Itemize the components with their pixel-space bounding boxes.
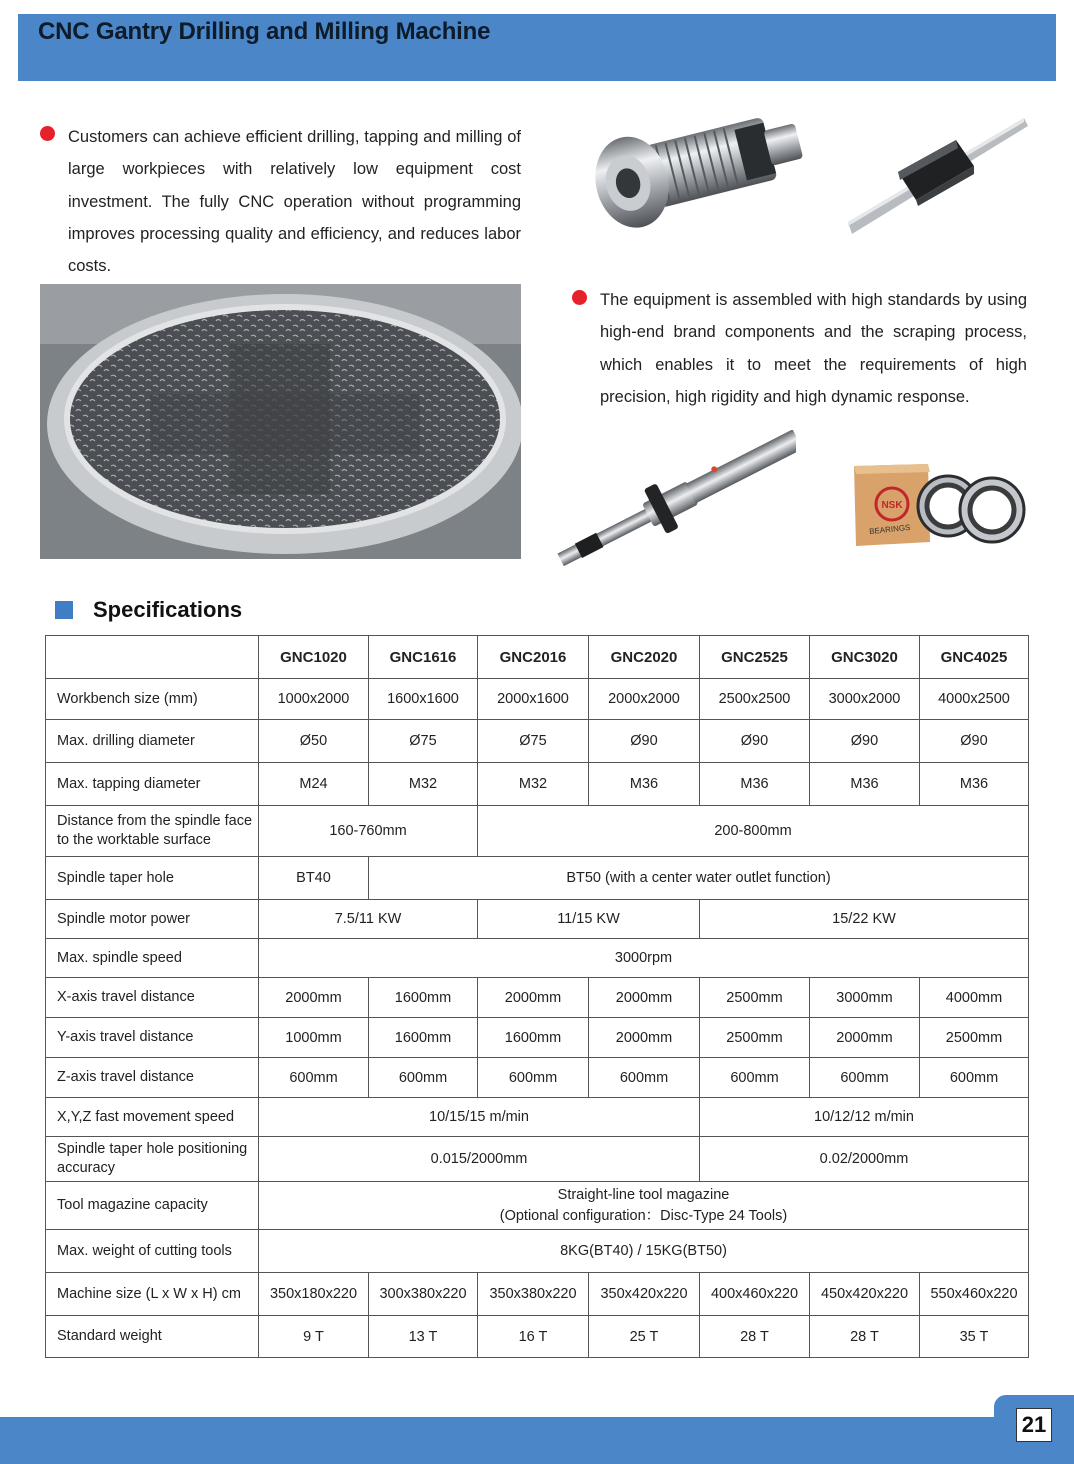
table-cell: 28 T	[700, 1316, 810, 1358]
table-cell: 600mm	[369, 1058, 478, 1098]
table-row	[46, 1182, 1029, 1230]
model-header: GNC1020	[259, 636, 369, 679]
table-cell: 28 T	[810, 1316, 920, 1358]
page-number: 21	[1016, 1408, 1052, 1442]
table-cell: Ø90	[589, 720, 700, 763]
table-cell: 600mm	[810, 1058, 920, 1098]
table-cell-line: Straight-line tool magazine	[557, 1186, 730, 1203]
table-cell: 4000x2500	[920, 679, 1029, 720]
nsk-logo: NSK	[881, 500, 903, 511]
table-cell: 350x380x220	[478, 1273, 589, 1316]
row-label-line: to the worktable surface	[57, 832, 211, 848]
table-cell: 3000mm	[810, 978, 920, 1018]
table-cell: 1000mm	[259, 1018, 369, 1058]
model-header: GNC4025	[920, 636, 1029, 679]
table-cell: 10/15/15 m/min	[259, 1098, 700, 1137]
table-cell: 0.02/2000mm	[700, 1137, 1029, 1182]
page-title: CNC Gantry Drilling and Milling Machine	[38, 18, 491, 45]
table-cell: 550x460x220	[920, 1273, 1029, 1316]
table-row	[46, 763, 1029, 806]
row-label: X-axis travel distance	[46, 978, 259, 1018]
table-cell: 2000mm	[478, 978, 589, 1018]
table-cell: 1000x2000	[259, 679, 369, 720]
table-cell: 3000rpm	[259, 939, 1029, 978]
row-label: Workbench size (mm)	[46, 679, 259, 720]
table-cell: 2000mm	[589, 978, 700, 1018]
table-cell: 2000mm	[259, 978, 369, 1018]
table-row	[46, 1316, 1029, 1358]
table-cell-line: (Optional configuration：Disc-Type 24 Tools)	[499, 1207, 788, 1224]
table-cell: 600mm	[920, 1058, 1029, 1098]
model-header: GNC2016	[478, 636, 589, 679]
row-label-line: accuracy	[57, 1160, 116, 1176]
table-row	[46, 806, 1029, 857]
table-cell: Ø75	[478, 720, 589, 763]
row-label: Max. tapping diameter	[46, 763, 259, 806]
table-cell: Ø90	[700, 720, 810, 763]
specifications-table	[45, 635, 1029, 1358]
intro-paragraph-1: Customers can achieve efficient drilling, tapping and milling of large workpieces with relatively low equipment cost investment. The fully CNC operation without programming improves processing quality and efficiency, and reduces labor costs.	[68, 128, 521, 276]
row-label: Y-axis travel distance	[46, 1018, 259, 1058]
table-row	[46, 900, 1029, 939]
table-row	[46, 1018, 1029, 1058]
table-cell: 9 T	[259, 1316, 369, 1358]
table-row	[46, 1230, 1029, 1273]
table-row	[46, 720, 1029, 763]
table-cell: M32	[478, 763, 589, 806]
table-cell: 2500mm	[700, 1018, 810, 1058]
table-cell: 600mm	[700, 1058, 810, 1098]
table-cell: 13 T	[369, 1316, 478, 1358]
table-row	[46, 679, 1029, 720]
specifications-heading: Specifications	[93, 597, 243, 622]
table-cell: 11/15 KW	[478, 900, 700, 939]
table-cell: Ø75	[369, 720, 478, 763]
row-label: X,Y,Z fast movement speed	[46, 1098, 259, 1137]
table-cell: 3000x2000	[810, 679, 920, 720]
bullet-icon	[40, 126, 55, 141]
bearings-image	[850, 460, 1026, 552]
table-cell: 350x420x220	[589, 1273, 700, 1316]
row-label	[46, 1137, 259, 1182]
table-cell: M36	[589, 763, 700, 806]
header-empty-cell	[46, 636, 259, 679]
table-cell: Ø90	[810, 720, 920, 763]
model-header: GNC2525	[700, 636, 810, 679]
section-marker-icon	[55, 601, 73, 619]
table-cell: 2500x2500	[700, 679, 810, 720]
table-cell: M36	[810, 763, 920, 806]
table-cell: BT50 (with a center water outlet function)	[369, 857, 1029, 900]
table-row	[46, 1137, 1029, 1182]
table-cell: 1600mm	[478, 1018, 589, 1058]
table-cell: 200-800mm	[478, 806, 1029, 857]
row-label: Max. spindle speed	[46, 939, 259, 978]
bearings-label: BEARINGS	[868, 522, 911, 537]
table-cell: M36	[920, 763, 1029, 806]
table-cell: 2000mm	[589, 1018, 700, 1058]
table-cell: 350x180x220	[259, 1273, 369, 1316]
table-cell: 7.5/11 KW	[259, 900, 478, 939]
table-cell: 15/22 KW	[700, 900, 1029, 939]
table-row	[46, 939, 1029, 978]
table-cell: 25 T	[589, 1316, 700, 1358]
table-cell: Ø50	[259, 720, 369, 763]
table-cell: 2000x2000	[589, 679, 700, 720]
row-label: Tool magazine capacity	[46, 1182, 259, 1230]
table-cell: 1600mm	[369, 978, 478, 1018]
row-label: Max. drilling diameter	[46, 720, 259, 763]
table-cell: Ø90	[920, 720, 1029, 763]
footer-bar	[0, 1417, 1074, 1464]
linear-guide-image	[846, 110, 1028, 240]
table-cell: 160-760mm	[259, 806, 478, 857]
table-header-row	[46, 636, 1029, 679]
row-label: Spindle motor power	[46, 900, 259, 939]
row-label: Z-axis travel distance	[46, 1058, 259, 1098]
table-cell: 600mm	[478, 1058, 589, 1098]
row-label: Max. weight of cutting tools	[46, 1230, 259, 1273]
row-label	[46, 806, 259, 857]
row-label: Spindle taper hole	[46, 857, 259, 900]
model-header: GNC2020	[589, 636, 700, 679]
table-cell: 300x380x220	[369, 1273, 478, 1316]
table-cell: 16 T	[478, 1316, 589, 1358]
table-cell: 2500mm	[700, 978, 810, 1018]
table-row	[46, 1273, 1029, 1316]
table-cell: 8KG(BT40) / 15KG(BT50)	[259, 1230, 1029, 1273]
table-cell: 2000x1600	[478, 679, 589, 720]
model-header: GNC1616	[369, 636, 478, 679]
table-cell: 2500mm	[920, 1018, 1029, 1058]
row-label-line: Spindle taper hole positioning	[57, 1141, 248, 1157]
table-cell: M24	[259, 763, 369, 806]
table-cell: 35 T	[920, 1316, 1029, 1358]
table-cell: 1600x1600	[369, 679, 478, 720]
table-cell: 2000mm	[810, 1018, 920, 1058]
table-cell	[259, 1182, 1029, 1230]
table-row	[46, 978, 1029, 1018]
table-cell: 400x460x220	[700, 1273, 810, 1316]
spindle-image	[582, 100, 812, 232]
table-cell: 600mm	[589, 1058, 700, 1098]
table-cell: 450x420x220	[810, 1273, 920, 1316]
table-row	[46, 1058, 1029, 1098]
table-cell: 0.015/2000mm	[259, 1137, 700, 1182]
table-row	[46, 857, 1029, 900]
table-row	[46, 1098, 1029, 1137]
row-label-line: Distance from the spindle face	[57, 813, 253, 829]
table-cell: 4000mm	[920, 978, 1029, 1018]
model-header: GNC3020	[810, 636, 920, 679]
table-cell: 1600mm	[369, 1018, 478, 1058]
row-label: Machine size (L x W x H) cm	[46, 1273, 259, 1316]
table-cell: BT40	[259, 857, 369, 900]
table-cell: M36	[700, 763, 810, 806]
intro-paragraph-2: The equipment is assembled with high standards by using high-end brand components and the scraping process, which enables it to meet the requirements of high precision, high rigidity and high dynamic response.	[600, 291, 1027, 406]
row-label: Standard weight	[46, 1316, 259, 1358]
table-cell: 10/12/12 m/min	[700, 1098, 1029, 1137]
ball-screw-image	[556, 430, 796, 570]
workpiece-photo	[40, 284, 521, 559]
table-cell: 600mm	[259, 1058, 369, 1098]
table-cell: M32	[369, 763, 478, 806]
bullet-icon	[572, 290, 587, 305]
